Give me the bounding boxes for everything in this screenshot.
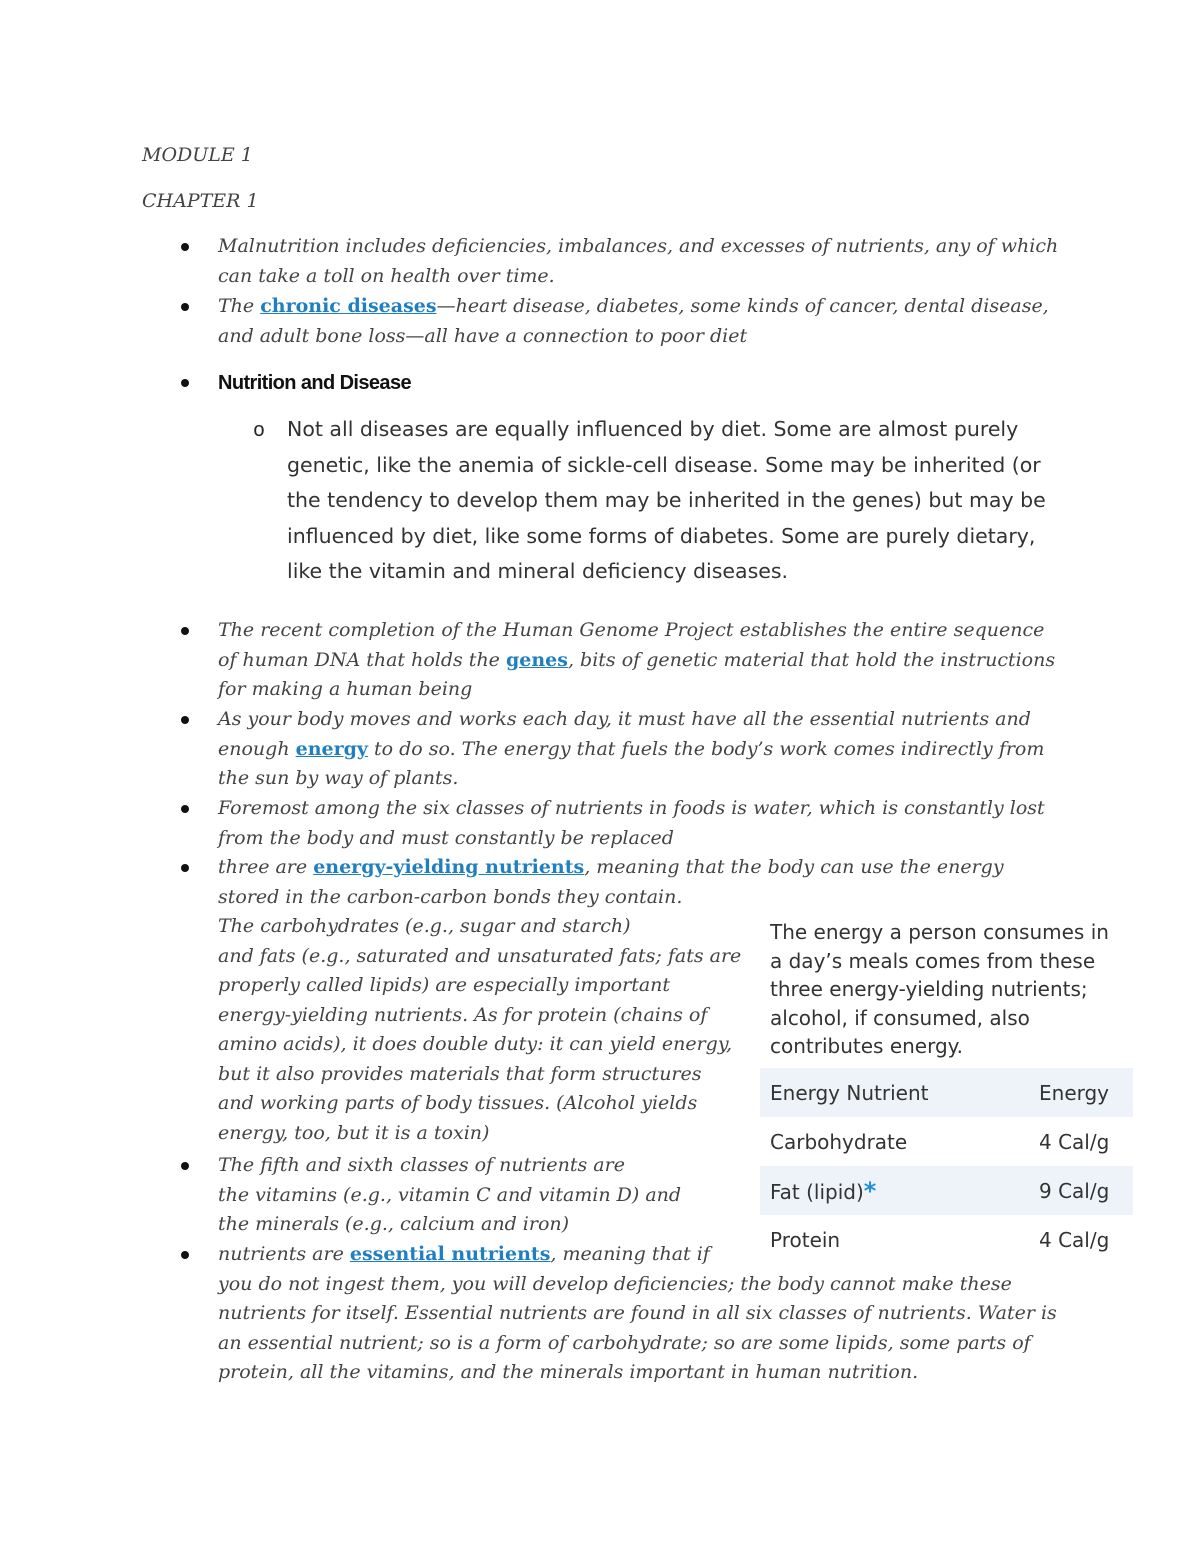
table-header-row xyxy=(760,1068,1133,1117)
list-item-genome xyxy=(218,616,1098,705)
text-line: a day’s meals comes from these xyxy=(770,948,1096,973)
bullet-dot xyxy=(181,805,189,813)
genes-link[interactable]: genes xyxy=(505,648,568,671)
text-line: influenced by diet, like some forms of diabetes. Some are purely dietary, xyxy=(287,523,1036,548)
text-line: the tendency to develop them may be inherited in the genes) but may be xyxy=(287,488,1046,512)
energy-link[interactable]: energy xyxy=(295,737,368,760)
energy-yielding-nutrients-link[interactable]: energy-yielding nutrients xyxy=(313,856,585,878)
text-line: properly called lipids) are especially important xyxy=(218,974,671,996)
text-line: The recent completion of the Human Genome Project establishes the entire sequence xyxy=(218,619,1045,641)
section-paragraph xyxy=(287,412,1077,590)
text-line: The fifth and sixth classes of nutrients are xyxy=(218,1154,625,1176)
bullet-dot xyxy=(181,627,189,635)
text-span: The xyxy=(218,295,261,317)
chapter-heading: CHAPTER 1 xyxy=(142,190,259,212)
table-cell: Protein xyxy=(770,1227,841,1252)
text-line: the sun by way of plants. xyxy=(218,767,459,789)
text-line: As your body moves and works each day, it must have all the essential nutrients and xyxy=(218,708,1031,730)
text-line: the minerals (e.g., calcium and iron) xyxy=(218,1213,570,1235)
text-line: Malnutrition includes deficiencies, imbalances, and excesses of nutrients, any of which xyxy=(218,235,1059,257)
table-row xyxy=(760,1117,1133,1166)
text-span: , meaning that the body can use the energy xyxy=(584,856,1004,878)
text-span: enough xyxy=(218,737,296,760)
table-cell: Carbohydrate xyxy=(770,1129,908,1154)
text-line: alcohol, if consumed, also xyxy=(770,1005,1030,1030)
table-header: Energy xyxy=(1029,1068,1133,1117)
bullet-dot xyxy=(181,864,189,872)
text-line: energy, too, but it is a toxin) xyxy=(218,1121,490,1144)
energy-table xyxy=(760,1068,1133,1264)
asterisk-icon[interactable]: * xyxy=(863,1176,877,1205)
bullet-dot xyxy=(181,303,189,311)
table-cell-text: Fat (lipid) xyxy=(770,1179,864,1204)
text-span: , meaning that if xyxy=(550,1243,710,1265)
text-line: energy-yielding nutrients. As for protein (chains of xyxy=(218,1003,708,1026)
bullet-dot xyxy=(181,716,189,724)
list-item-water xyxy=(218,794,1098,853)
text-span: —heart disease, diabetes, some kinds of cancer, dental disease, xyxy=(436,295,1049,317)
text-line xyxy=(218,853,1098,883)
list-item-chronic-diseases xyxy=(218,292,1098,351)
text-span: , bits of genetic material that hold the instructions xyxy=(567,648,1056,671)
text-line xyxy=(218,735,1098,765)
sub-bullet-marker: o xyxy=(253,420,266,443)
text-line xyxy=(218,646,1098,676)
text-line: like the vitamin and mineral deficiency diseases. xyxy=(287,559,789,583)
text-line: you do not ingest them, you will develop deficiencies; the body cannot make these xyxy=(218,1272,1012,1295)
list-item-energy xyxy=(218,705,1098,794)
text-line: genetic, like the anemia of sickle-cell disease. Some may be inherited (or xyxy=(287,452,1041,477)
module-heading: MODULE 1 xyxy=(142,144,253,166)
table-cell: 4 Cal/g xyxy=(1039,1129,1110,1154)
bullet-dot xyxy=(181,243,189,251)
text-line: stored in the carbon-carbon bonds they contain. xyxy=(218,885,683,908)
text-line xyxy=(218,292,1098,322)
text-line: an essential nutrient; so is a form of carbohydrate; so are some lipids, some parts of xyxy=(218,1331,1031,1354)
bullet-dot xyxy=(181,1251,189,1259)
text-line: Not all diseases are equally influenced by diet. Some are almost purely xyxy=(287,417,1019,441)
text-line: but it also provides materials that form structures xyxy=(218,1062,702,1085)
list-item-vitamins-minerals xyxy=(218,1151,758,1240)
table-cell: 9 Cal/g xyxy=(1029,1166,1133,1215)
table-header: Energy Nutrient xyxy=(760,1068,1029,1117)
text-line: from the body and must constantly be replaced xyxy=(218,826,674,849)
text-line: and fats (e.g., saturated and unsaturated fats; fats are xyxy=(218,944,742,967)
text-line: three energy-yielding nutrients; xyxy=(770,977,1088,1001)
table-cell: 4 Cal/g xyxy=(1039,1227,1110,1252)
sidebar-caption xyxy=(770,918,1130,1061)
bullet-dot xyxy=(181,1162,189,1170)
chronic-diseases-link[interactable]: chronic diseases xyxy=(260,295,437,317)
text-line: and working parts of body tissues. (Alcohol yields xyxy=(218,1092,698,1114)
text-line: nutrients for itself. Essential nutrients are found in all six classes of nutrients. Water is xyxy=(218,1302,1057,1324)
text-span: to do so. The energy that fuels the body’s work comes indirectly from xyxy=(367,737,1045,760)
section-heading: Nutrition and Disease xyxy=(218,372,411,394)
list-item-malnutrition xyxy=(218,232,1098,291)
table-row xyxy=(760,1215,1133,1264)
text-span: three are xyxy=(218,856,314,878)
text-line: can take a toll on health over time. xyxy=(218,264,555,287)
text-line: contributes energy. xyxy=(770,1034,964,1058)
table-cell xyxy=(760,1166,1029,1215)
text-line: The carbohydrates (e.g., sugar and starch) xyxy=(218,915,631,937)
text-line: and adult bone loss—all have a connection to poor diet xyxy=(218,324,748,347)
essential-nutrients-link[interactable]: essential nutrients xyxy=(349,1243,551,1265)
bullet-dot xyxy=(181,379,189,387)
text-span: of human DNA that holds the xyxy=(218,648,506,671)
text-line: protein, all the vitamins, and the minerals important in human nutrition. xyxy=(218,1361,919,1383)
text-line: Foremost among the six classes of nutrients in foods is water, which is constantly lost xyxy=(218,797,1045,819)
text-line: The energy a person consumes in xyxy=(770,920,1109,944)
text-line: for making a human being xyxy=(218,678,473,700)
text-line: the vitamins (e.g., vitamin C and vitamin D) and xyxy=(218,1183,682,1206)
text-line: amino acids), it does double duty: it can yield energy, xyxy=(218,1033,733,1055)
table-row xyxy=(760,1166,1133,1215)
text-span: nutrients are xyxy=(218,1243,350,1265)
